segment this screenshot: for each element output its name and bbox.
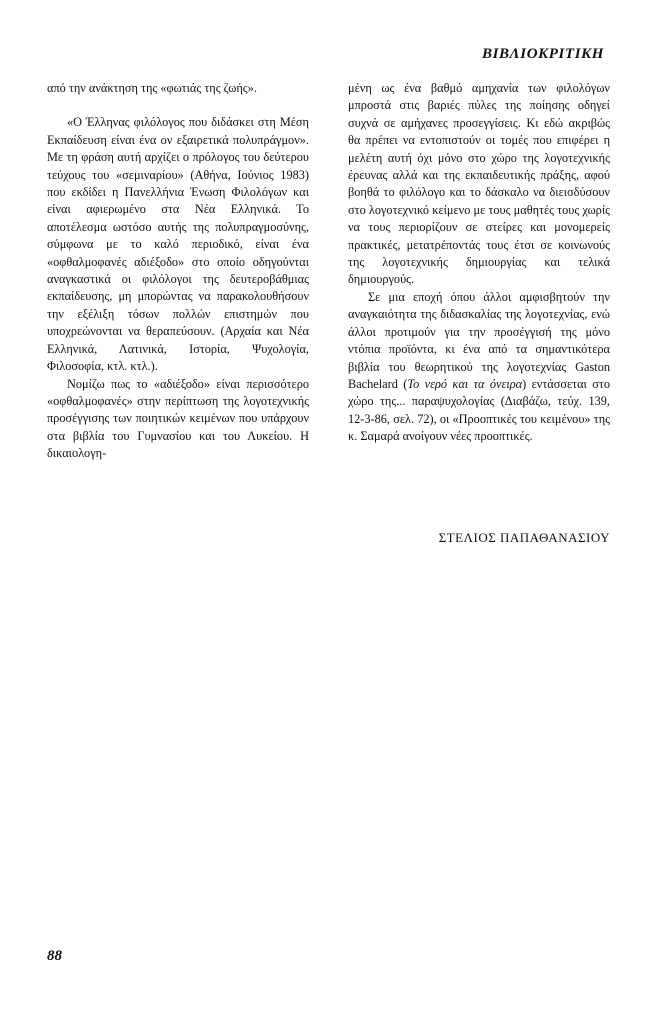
paragraph-greek-philologist: «Ο Έλληνας φιλόλογος που διδάσκει στη Μέση Εκπαίδευση είναι ένα ον εξαιρετικά πολυπράγμον». Με τη φράση αυτή αρχίζει ο πρόλογος του δεύτερου τεύχους του «σεμιναρίου» (Αθήνα, Ιούνιος 1983) που εκδίδει η Πανελλήνια Ένωση Φιλολόγων και είναι αφιερωμένο στα Νέα Ελληνικά. Το αποτέλεσμα ωστόσο αυτής της πολυπραγμοσύνης, σύμφωνα με το καλό περιοδικό, είναι ένα «οφθαλμοφανές αδιέξοδο» στο οποίο οδηγούνται αναγκαστικά οι φιλόλογοι της δευτεροβάθμιας εκπαίδευσης, μη μπορώντας να παρακολουθήσουν την εξέλιξη τόσων πολλών επιστημών που υποχρεώνονται να θεραπεύσουν. (Αρχαία και Νέα Ελληνικά, Λατινικά, Ιστορία, Ψυχολογία, Φιλοσοφία, κτλ. κτλ.).	[47, 115, 309, 374]
right-column	[348, 80, 610, 446]
paragraph-philologists-perplexity: μένη ως ένα βαθμό αμηχανία των φιλολόγων μπροστά στις βαριές πύλες της ποίησης οδηγεί συχνά σε αμήχανες προσεγγίσεις. Κι εδώ ακριβώς θα πρέπει να εντοπιστούν οι τομές που επιφέρει η μελέτη αυτή όχι μόνο στο χώρο της λογοτεχνικής έρευνας αλλά και της εκπαιδευτικής πράξης, αφού βοηθά το φιλόλογο και το δάσκαλο να διεισδύσουν στο λογοτεχνικό κείμενο με τους μαθητές τους χωρίς να τους περιορίζουν σε στείρες και μονομερείς πρακτικές, μετατρέποντάς τους έτσι σε κοινωνούς της λογοτεχνικής δημιουργίας και τελικά δημιουργούς.	[348, 81, 610, 287]
left-column	[47, 80, 309, 463]
paragraph-opening-fragment: από την ανάκτηση της «φωτιάς της ζωής».	[47, 81, 257, 95]
page-number: 88	[47, 948, 62, 964]
paragraph-deadlock: Νομίζω πως το «αδιέξοδο» είναι περισσότερο «οφθαλμοφανές» στην περίπτωση της λογοτεχνικής προσέγγισης των ποιητικών κειμένων που υπάρχουν στα βιβλία του Γυμνασίου και του Λυκείου. Η δικαιολογη-	[47, 376, 309, 461]
paragraph-era-conclusion	[348, 289, 610, 446]
author-signature: ΣΤΕΛΙΟΣ ΠΑΠΑΘΑΝΑΣΙΟΥ	[438, 530, 610, 545]
paragraph-text-before-title: Σε μια εποχή όπου άλλοι αμφισβητούν την αναγκαιότητα της διδασκαλίας της λογοτεχνίας, ενώ άλλοι προτιμούν για την προσέγγισή της μόνο ντόπια προϊόντα, κι ένα από τα σημαντικότερα βιβλία του θεωρητικού της λογοτεχνίας Gaston Bachelard (	[348, 289, 610, 391]
paragraph-text-after-title: ) εντάσσεται στο χώρο της... παραψυχολογίας (Διαβάζω, τεύχ. 139, 12-3-86, σελ. 72), οι «Προοπτικές του κειμένου» της κ. Σαμαρά ανοίγουν νέες προοπτικές.	[348, 376, 610, 444]
book-title-italic: Το νερό και τα όνειρα	[407, 376, 523, 391]
running-head-title: ΒΙΒΛΙΟΚΡΙΤΙΚΗ	[482, 46, 604, 62]
